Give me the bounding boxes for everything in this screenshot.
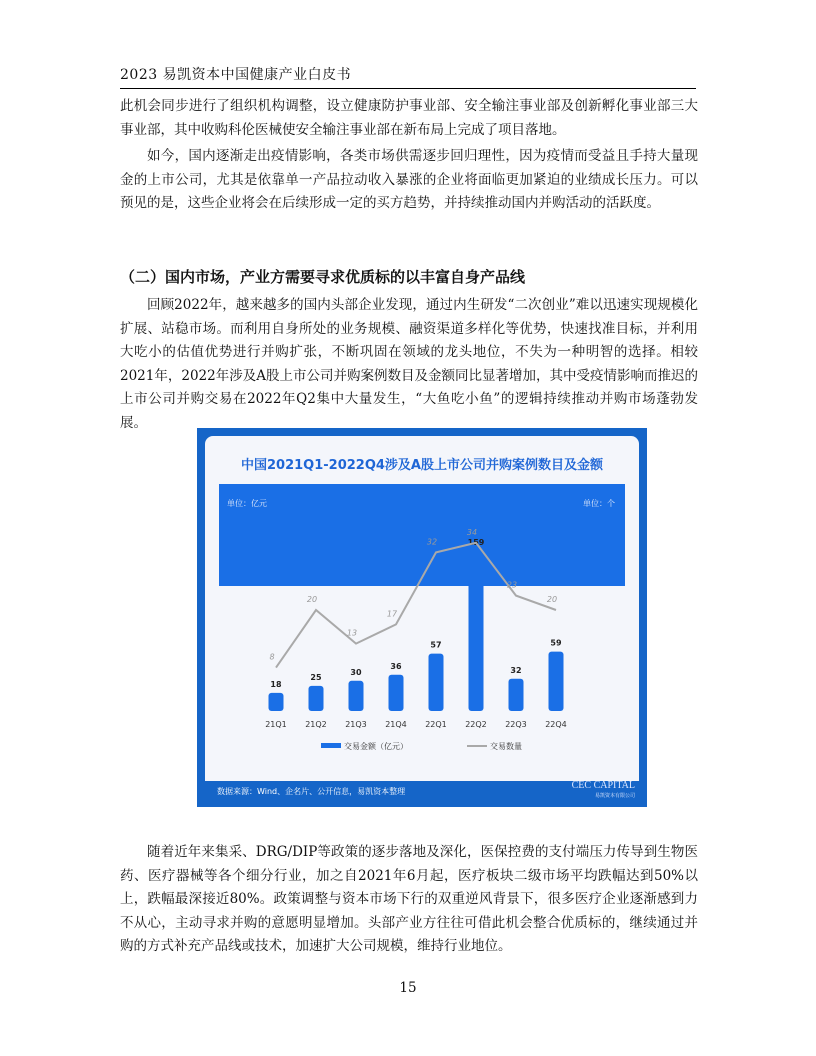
chart-header-band	[219, 484, 625, 586]
bar-21Q1	[269, 693, 284, 711]
chart-title: 中国2021Q1-2022Q4涉及A股上市公司并购案例数目及金额	[240, 458, 603, 473]
legend-bar-label: 交易金额（亿元）	[344, 742, 408, 751]
legend-line-label: 交易数量	[490, 742, 522, 751]
bar-value-label: 159	[467, 538, 485, 547]
line-value-label: 32	[426, 537, 438, 547]
x-tick-label: 22Q3	[505, 720, 527, 729]
bar-22Q1	[429, 654, 444, 711]
bar-value-label: 18	[270, 679, 282, 689]
chart-svg	[205, 436, 639, 799]
paragraph-2: 如今，国内逐渐走出疫情影响，各类市场供需逐步回归理性，因为疫情而受益且手持大量现金的上市公司，尤其是依靠单一产品拉动收入暴涨的企业将面临更加紧迫的业绩成长压力。可以预见的是，这些企业将会在后续形成一定的买方趋势，并持续推动国内并购活动的活跃度。	[120, 148, 698, 211]
x-tick-label: 22Q1	[425, 720, 447, 729]
chart-source: 数据来源：Wind、企名片、公开信息，易凯资本整理	[217, 787, 406, 796]
x-tick-label: 21Q1	[265, 720, 287, 729]
bar-value-label: 30	[350, 667, 362, 677]
bar-value-label: 32	[510, 665, 522, 675]
x-tick-label: 21Q4	[385, 720, 407, 729]
line-value-label: 13	[346, 628, 358, 638]
chart-figure	[197, 428, 647, 807]
logo-subtext: 易凯资本有限公司	[594, 793, 635, 799]
x-tick-label: 22Q2	[465, 720, 487, 729]
unit-left-label: 单位：亿元	[227, 499, 267, 508]
line-value-label: 8	[269, 652, 275, 662]
bar-22Q4	[549, 652, 564, 711]
bar-22Q3	[509, 679, 524, 711]
bar-21Q3	[349, 681, 364, 711]
x-tick-label: 22Q4	[545, 720, 567, 729]
bar-value-label: 59	[550, 638, 562, 648]
paragraph-3: 回顾2022年，越来越多的国内头部企业发现，通过内生研发“二次创业”难以迅速实现规模化扩展、站稳市场。而利用自身所处的业务规模、融资渠道多样化等优势，快速找准目标，并利用大吃小的估值优势进行并购扩张，不断巩固在领域的龙头地位，不失为一种明智的选择。相较2021年，2022年涉及A股上市公司并购案例数目及金额同比显著增加，其中受疫情影响而推迟的上市公司并购交易在2022年Q2集中大量发生，“大鱼吃小鱼”的逻辑持续推动并购市场蓬勃发展。	[120, 297, 698, 431]
line-value-label: 23	[506, 580, 518, 590]
x-tick-label: 21Q3	[345, 720, 367, 729]
page-header: 2023 易凯资本中国健康产业白皮书	[120, 67, 352, 83]
section-heading: （二）国内市场，产业方需要寻求优质标的以丰富自身产品线	[120, 268, 526, 286]
unit-right-label: 单位：个	[583, 499, 615, 508]
x-tick-label: 21Q2	[305, 720, 327, 729]
bar-value-label: 57	[430, 640, 442, 650]
bar-value-label: 25	[310, 672, 322, 682]
legend-bar-swatch	[321, 743, 341, 748]
bar-value-label: 36	[390, 661, 402, 671]
header-divider	[120, 88, 696, 89]
logo-text: CEC CAPITAL	[571, 780, 635, 791]
bar-22Q2	[469, 551, 484, 711]
line-value-label: 34	[466, 527, 478, 537]
chart-panel	[205, 436, 639, 799]
bar-21Q2	[309, 686, 324, 711]
paragraph-4: 随着近年来集采、DRG/DIP等政策的逐步落地及深化，医保控费的支付端压力传导到生物医药、医疗器械等各个细分行业，加之自2021年6月起，医疗板块二级市场平均跌幅达到50%以上，跌幅最深接近80%。政策调整与资本市场下行的双重逆风背景下，很多医疗企业逐渐感到力不从心，主动寻求并购的意愿明显增加。头部产业方往往可借此机会整合优质标的，继续通过并购的方式补充产品线或技术，加速扩大公司规模，维持行业地位。	[120, 844, 698, 954]
page-number: 15	[399, 980, 417, 996]
paragraph-1: 此机会同步进行了组织机构调整，设立健康防护事业部、安全输注事业部及创新孵化事业部三大事业部，其中收购科伦医械使安全输注事业部在新布局上完成了项目落地。	[120, 98, 698, 138]
line-value-label: 20	[546, 595, 558, 604]
line-value-label: 17	[386, 609, 398, 619]
line-value-label: 20	[306, 595, 318, 604]
bar-21Q4	[389, 675, 404, 711]
